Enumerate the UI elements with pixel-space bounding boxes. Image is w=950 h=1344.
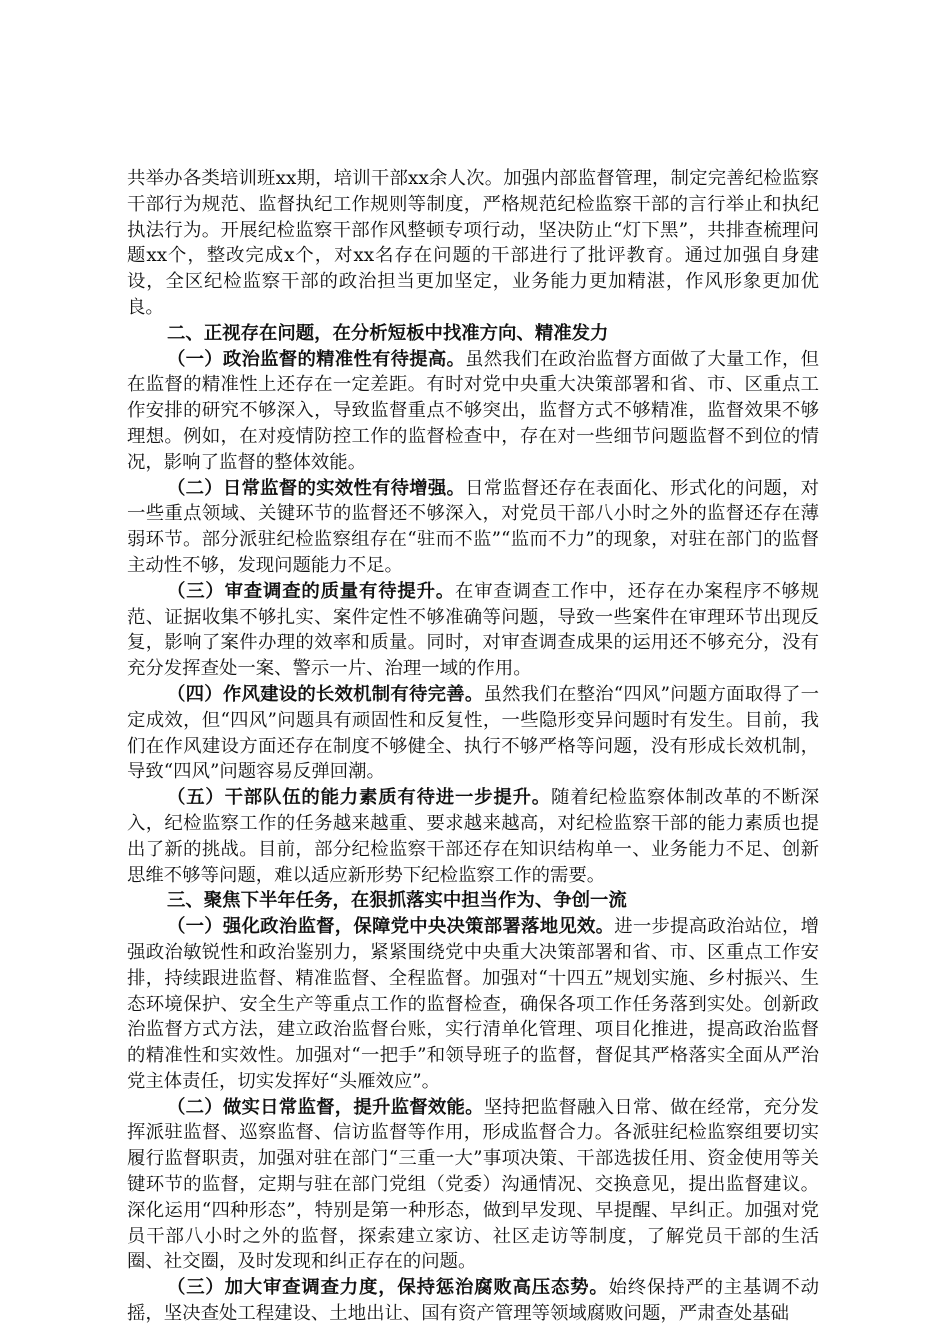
paragraph-lead: （五）干部队伍的能力素质有待进一步提升。 (167, 787, 551, 809)
paragraph-task-3 (127, 1275, 819, 1327)
paragraph-training-summary (127, 166, 819, 321)
paragraph-text: 日常监督还存在表面化、形式化的问题，对一些重点领域、关键环节的监督还不够深入，对党员干部八小时之外的监督还存在薄弱环节。部分派驻纪检监察组存在“驻而不监”“监而不力”的现象，对驻在部门的监督主动性不够，发现问题能力不足。 (127, 477, 819, 576)
paragraph-text: 始终保持严的主基调不动摇，坚决查处工程建设、土地出让、国有资产管理等领域腐败问题，严肃查处基础 (127, 1277, 819, 1325)
paragraph-text: 在审查调查工作中，还存在办案程序不够规范、证据收集不够扎实、案件定性不够准确等问题，导致一些案件在审理环节出现反复，影响了案件办理的效率和质量。同时，对审查调查成果的运用还不够充分，没有充分发挥查处一案、警示一片、治理一域的作用。 (127, 580, 819, 680)
paragraph-task-1 (127, 914, 819, 1095)
paragraph-lead: （三）审查调查的质量有待提升。 (167, 580, 455, 602)
paragraph-text: 进一步提高政治站位，增强政治敏锐性和政治鉴别力，紧紧围绕党中央重大决策部署和省、市、区重点工作安排，持续跟进监督、精准监督、全程监督。加强对“十四五”规划实施、乡村振兴、生态环境保护、安全生产等重点工作的监督检查，确保各项工作任务落到实处。创新政治监督方式方法，建立政治监督台账，实行清单化管理、项目化推进，提高政治监督的精准性和实效性。加强对“一把手”和领导班子的监督，督促其严格落实全面从严治党主体责任，切实发挥好“头雁效应”。 (127, 916, 819, 1092)
paragraph-text: 坚持把监督融入日常、做在经常，充分发挥派驻监督、巡察监督、信访监督等作用，形成监督合力。各派驻纪检监察组要切实履行监督职责，加强对驻在部门“三重一大”事项决策、干部选拔任用、资金使用等关键环节的监督，定期与驻在部门党组（党委）沟通情况、交换意见，提出监督建议。深化运用“四种形态”，特别是第一种形态，做到早发现、早提醒、早纠正。加强对党员干部八小时之外的监督，探索建立家访、社区走访等制度，了解党员干部的生活圈、社交圈，及时发现和纠正存在的问题。 (127, 1096, 819, 1273)
paragraph-text: 共举办各类培训班xx期，培训干部xx余人次。加强内部监督管理，制定完善纪检监察干部行为规范、监督执纪工作规则等制度，严格规范纪检监察干部的言行举止和执纪执法行为。开展纪检监察干部作风整顿专项行动，坚决防止“灯下黑”，共排查梳理问题xx个，整改完成x个，对xx名存在问题的干部进行了批评教育。通过加强自身建设，全区纪检监察干部的政治担当更加坚定，业务能力更加精湛，作风形象更加优良。 (127, 168, 819, 318)
paragraph-lead: （四）作风建设的长效机制有待完善。 (167, 683, 484, 705)
paragraph-lead: （一）强化政治监督，保障党中央决策部署落地见效。 (167, 916, 615, 938)
paragraph-lead: （二）日常监督的实效性有待增强。 (167, 477, 466, 499)
paragraph-lead: （二）做实日常监督，提升监督效能。 (167, 1096, 484, 1118)
paragraph-task-2 (127, 1095, 819, 1276)
paragraph-lead: （一）政治监督的精准性有待提高。 (167, 348, 466, 370)
paragraph-text: 虽然我们在政治监督方面做了大量工作，但在监督的精准性上还存在一定差距。有时对党中央重大决策部署和省、市、区重点工作安排的研究不够深入，导致监督重点不够突出，监督方式不够精准，监督效果不够理想。例如，在对疫情防控工作的监督检查中，存在对一些细节问题监督不到位的情况，影响了监督的整体效能。 (127, 348, 819, 473)
paragraph-lead: （三）加大审查调查力度，保持惩治腐败高压态势。 (167, 1277, 609, 1299)
paragraph-problem-5 (127, 785, 819, 888)
heading-text: 二、正视存在问题，在分析短板中找准方向、精准发力 (167, 322, 609, 344)
heading-text: 三、聚焦下半年任务，在狠抓落实中担当作为、争创一流 (167, 890, 627, 912)
section-heading-problems (127, 321, 819, 347)
document-body (127, 166, 819, 1327)
paragraph-text: 随着纪检监察体制改革的不断深入，纪检监察工作的任务越来越重、要求越来越高，对纪检监察干部的能力素质也提出了新的挑战。目前，部分纪检监察干部还存在知识结构单一、业务能力不足、创新思维不够等问题，难以适应新形势下纪检监察工作的需要。 (127, 787, 819, 886)
paragraph-problem-3 (127, 579, 819, 682)
paragraph-problem-4 (127, 682, 819, 785)
paragraph-problem-2 (127, 476, 819, 579)
section-heading-tasks (127, 888, 819, 914)
paragraph-text: 虽然我们在整治“四风”问题方面取得了一定成效，但“四风”问题具有顽固性和反复性，一些隐形变异问题时有发生。目前，我们在作风建设方面还存在制度不够健全、执行不够严格等问题，没有形成长效机制，导致“四风”问题容易反弹回潮。 (127, 683, 819, 783)
paragraph-problem-1 (127, 347, 819, 476)
